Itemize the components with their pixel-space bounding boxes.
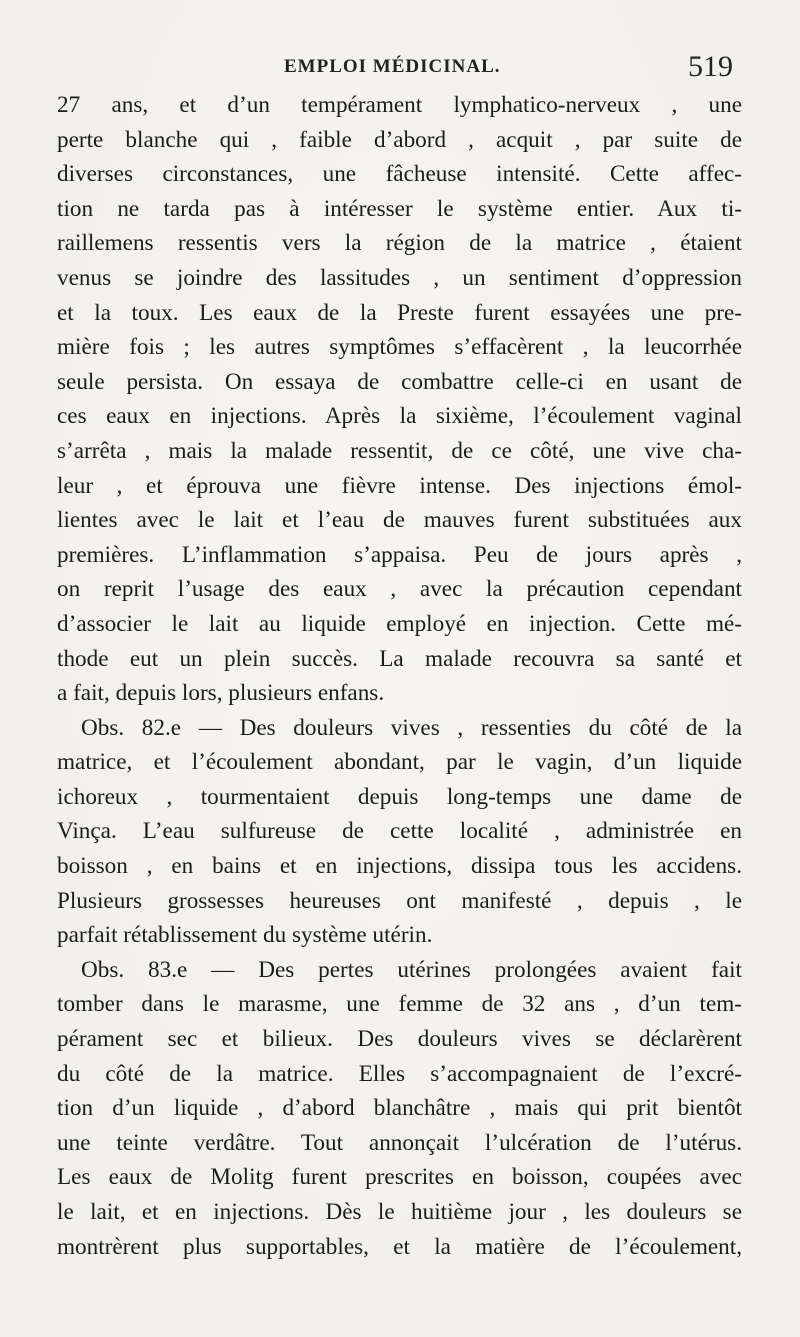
text-line: venus se joindre des lassitudes , un sentiment d’oppression [57, 264, 742, 291]
text-line: premières. L’inflammation s’appaisa. Peu de jours après , [57, 541, 742, 568]
text-line: tomber dans le marasme, une femme de 32 ans , d’un tem- [57, 991, 742, 1018]
text-line: 27 ans, et d’un tempérament lymphatico-nerveux , une [57, 92, 742, 118]
text-line: ces eaux en injections. Après la sixième, l’écoulement vaginal [57, 403, 742, 430]
text-line: montrèrent plus supportables, et la matière de l’écoulement, [57, 1233, 742, 1260]
text-line: seule persista. On essaya de combattre celle-ci en usant de [57, 368, 742, 395]
observation-82-start: Obs. 82.e — Des douleurs vives , ressenties du côté de la [81, 714, 742, 741]
text-line: ichoreux , tourmentaient depuis long-temps une dame de [57, 783, 742, 810]
text-line: Plusieurs grossesses heureuses ont manifesté , depuis , le [57, 887, 742, 914]
observation-83-start: Obs. 83.e — Des pertes utérines prolongées avaient fait [81, 956, 742, 983]
text-line: le lait, et en injections. Dès le huitième jour , les douleurs se [57, 1199, 742, 1225]
text-line: leur , et éprouva une fièvre intense. Des injections émol- [57, 472, 742, 499]
text-line: tion ne tarda pas à intéresser le système entier. Aux ti- [57, 195, 742, 222]
text-line: pérament sec et bilieux. Des douleurs vives se déclarèrent [57, 1026, 742, 1053]
text-line: Les eaux de Molitg furent prescrites en boisson, coupées avec [57, 1164, 742, 1191]
text-line: et la toux. Les eaux de la Preste furent essayées une pre- [57, 299, 742, 326]
text-line: s’arrêta , mais la malade ressentit, de ce côté, une vive cha- [57, 437, 742, 464]
paragraph-end-line: a fait, depuis lors, plusieurs enfans. [57, 680, 385, 707]
text-line: Vinça. L’eau sulfureuse de cette localité , administrée en [57, 818, 742, 845]
text-line: lientes avec le lait et l’eau de mauves furent substituées aux [57, 507, 742, 534]
running-title: EMPLOI MÉDICINAL. [284, 56, 501, 77]
text-line: diverses circonstances, une fâcheuse intensité. Cette affec- [57, 161, 742, 188]
page-number: 519 [688, 50, 733, 83]
text-line: on reprit l’usage des eaux , avec la précaution cependant [57, 576, 742, 603]
text-line: perte blanche qui , faible d’abord , acquit , par suite de [57, 126, 742, 153]
running-head [0, 50, 800, 90]
text-line: une teinte verdâtre. Tout annonçait l’ulcération de l’utérus. [57, 1129, 742, 1156]
text-line: d’associer le lait au liquide employé en injection. Cette mé- [57, 610, 742, 637]
text-line: raillemens ressentis vers la région de la matrice , étaient [57, 230, 742, 257]
text-line: thode eut un plein succès. La malade recouvra sa santé et [57, 645, 742, 672]
text-line: mière fois ; les autres symptômes s’effacèrent , la leucorrhée [57, 334, 742, 361]
body-text [57, 88, 742, 1264]
paragraph-end-line: parfait rétablissement du système utérin. [57, 922, 433, 949]
text-line: boisson , en bains et en injections, dissipa tous les accidens. [57, 853, 742, 880]
text-line: tion d’un liquide , d’abord blanchâtre , mais qui prit bientôt [57, 1095, 742, 1122]
text-line: matrice, et l’écoulement abondant, par le vagin, d’un liquide [57, 749, 742, 776]
text-line: du côté de la matrice. Elles s’accompagnaient de l’excré- [57, 1060, 742, 1087]
